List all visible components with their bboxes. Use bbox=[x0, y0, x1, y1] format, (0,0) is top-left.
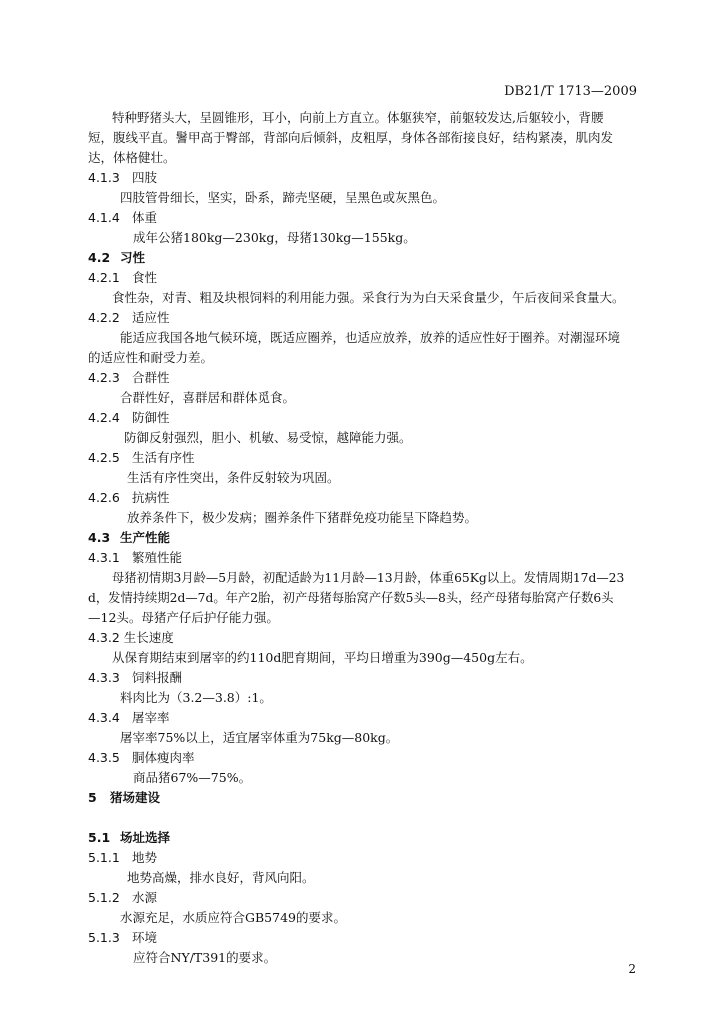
section-heading bbox=[88, 249, 145, 267]
section-heading bbox=[88, 889, 157, 907]
section-title: 食性 bbox=[132, 270, 158, 285]
section-number: 4.3.3 bbox=[88, 670, 120, 685]
document-code: DB21/T 1713—2009 bbox=[504, 84, 637, 99]
section-title: 水源 bbox=[132, 890, 158, 905]
section-title: 合群性 bbox=[132, 370, 170, 385]
paragraph-line: d，发情持续期2d—7d。年产2胎，初产母猪每胎窝产仔数5头—8头，经产母猪每胎窝产仔数6头 bbox=[88, 591, 614, 605]
section-title: 生活有序性 bbox=[132, 450, 195, 465]
section-number: 4.3.1 bbox=[88, 550, 120, 565]
section-title: 习性 bbox=[120, 250, 146, 265]
section-heading bbox=[88, 369, 170, 387]
section-heading bbox=[88, 709, 170, 727]
section-title: 抗病性 bbox=[132, 490, 170, 505]
section-title: 繁殖性能 bbox=[132, 550, 183, 565]
section-heading bbox=[88, 209, 157, 227]
paragraph-line: 特种野猪头大，呈圆锥形，耳小，向前上方直立。体躯狭窄，前躯较发达,后躯较小，背腰 bbox=[112, 110, 604, 125]
paragraph-line: 从保育期结束到屠宰的约110d肥育期间，平均日增重为390g—450g左右。 bbox=[112, 650, 533, 665]
chapter-heading bbox=[88, 789, 160, 807]
section-title: 饲料报酬 bbox=[132, 670, 183, 685]
paragraph-line: 达，体格健壮。 bbox=[88, 150, 176, 165]
section-number: 4.3.4 bbox=[88, 710, 120, 725]
section-heading bbox=[88, 749, 195, 767]
paragraph-line: 屠宰率75%以上，适宜屠宰体重为75kg—80kg。 bbox=[120, 730, 399, 745]
section-heading bbox=[88, 669, 182, 687]
paragraph-line: 料肉比为（3.2—3.8）:1。 bbox=[120, 690, 272, 705]
section-heading bbox=[88, 849, 157, 867]
section-heading bbox=[88, 169, 157, 187]
section-heading bbox=[88, 929, 157, 947]
section-heading bbox=[88, 549, 182, 567]
section-heading bbox=[88, 409, 170, 427]
paragraph-line: 合群性好，喜群居和群体觅食。 bbox=[120, 390, 296, 405]
paragraph-line: 成年公猪180kg—230kg，母猪130kg—155kg。 bbox=[133, 230, 416, 245]
section-title: 四肢 bbox=[132, 170, 158, 185]
paragraph-line: 食性杂，对青、粗及块根饲料的利用能力强。采食行为为白天采食量少，午后夜间采食量大。 bbox=[112, 290, 625, 305]
paragraph-line: 放养条件下，极少发病；圈养条件下猪群免疫功能呈下降趋势。 bbox=[127, 510, 478, 525]
paragraph-line: 应符合NY/T391的要求。 bbox=[133, 950, 277, 965]
paragraph-line: 商品猪67%—75%。 bbox=[133, 770, 252, 785]
section-title: 猪场建设 bbox=[110, 790, 161, 805]
paragraph-line: 防御反射强烈，胆小、机敏、易受惊，越障能力强。 bbox=[124, 430, 412, 445]
section-heading: 4.3.2 生长速度 bbox=[88, 630, 174, 645]
paragraph-line: 四肢管骨细长，坚实，卧系，蹄壳坚硬，呈黑色或灰黑色。 bbox=[120, 190, 446, 205]
section-title: 环境 bbox=[132, 930, 158, 945]
paragraph-line: 的适应性和耐受力差。 bbox=[88, 350, 214, 365]
section-heading bbox=[88, 449, 195, 467]
section-number: 5.1.2 bbox=[88, 890, 120, 905]
section-number: 4.1.3 bbox=[88, 170, 120, 185]
paragraph-line: 母猪初情期3月龄—5月龄，初配适龄为11月龄—13月龄，体重65Kg以上。发情周期17d—23 bbox=[112, 571, 625, 585]
section-number: 4.3.5 bbox=[88, 750, 120, 765]
section-title: 体重 bbox=[132, 210, 158, 225]
section-heading bbox=[88, 309, 170, 327]
section-number: 4.2.5 bbox=[88, 450, 120, 465]
section-number: 4.1.4 bbox=[88, 210, 120, 225]
paragraph-line: 地势高燥，排水良好，背风向阳。 bbox=[127, 870, 315, 885]
section-number: 4.2.4 bbox=[88, 410, 120, 425]
section-heading bbox=[88, 529, 170, 547]
section-title: 生产性能 bbox=[120, 530, 171, 545]
section-number: 5.1.3 bbox=[88, 930, 120, 945]
section-number: 5.1.1 bbox=[88, 850, 120, 865]
section-number: 4.2.6 bbox=[88, 490, 120, 505]
section-title: 适应性 bbox=[132, 310, 170, 325]
section-title: 地势 bbox=[132, 850, 158, 865]
section-number: 5.1 bbox=[88, 830, 111, 845]
section-number: 4.2 bbox=[88, 250, 111, 265]
section-number: 4.2.1 bbox=[88, 270, 120, 285]
section-heading bbox=[88, 829, 170, 847]
section-number: 4.3 bbox=[88, 530, 111, 545]
section-title: 防御性 bbox=[132, 410, 170, 425]
section-title: 场址选择 bbox=[120, 830, 171, 845]
section-number: 4.2.2 bbox=[88, 310, 120, 325]
paragraph-line: 短，腹线平直。鬐甲高于臀部，背部向后倾斜，皮粗厚，身体各部衔接良好，结构紧凑，肌肉发 bbox=[88, 130, 614, 145]
section-heading bbox=[88, 269, 157, 287]
paragraph-line: 能适应我国各地气候环境，既适应圈养，也适应放养，放养的适应性好于圈养。对潮湿环境 bbox=[120, 330, 621, 345]
page-number: 2 bbox=[628, 962, 636, 976]
section-title: 屠宰率 bbox=[132, 710, 170, 725]
section-heading bbox=[88, 489, 170, 507]
paragraph-line: —12头。母猪产仔后护仔能力强。 bbox=[88, 610, 279, 625]
section-number: 5 bbox=[88, 790, 97, 805]
paragraph-line: 生活有序性突出，条件反射较为巩固。 bbox=[127, 470, 340, 485]
section-title: 胴体瘦肉率 bbox=[132, 750, 195, 765]
paragraph-line: 水源充足，水质应符合GB5749的要求。 bbox=[120, 910, 346, 925]
section-number: 4.2.3 bbox=[88, 370, 120, 385]
